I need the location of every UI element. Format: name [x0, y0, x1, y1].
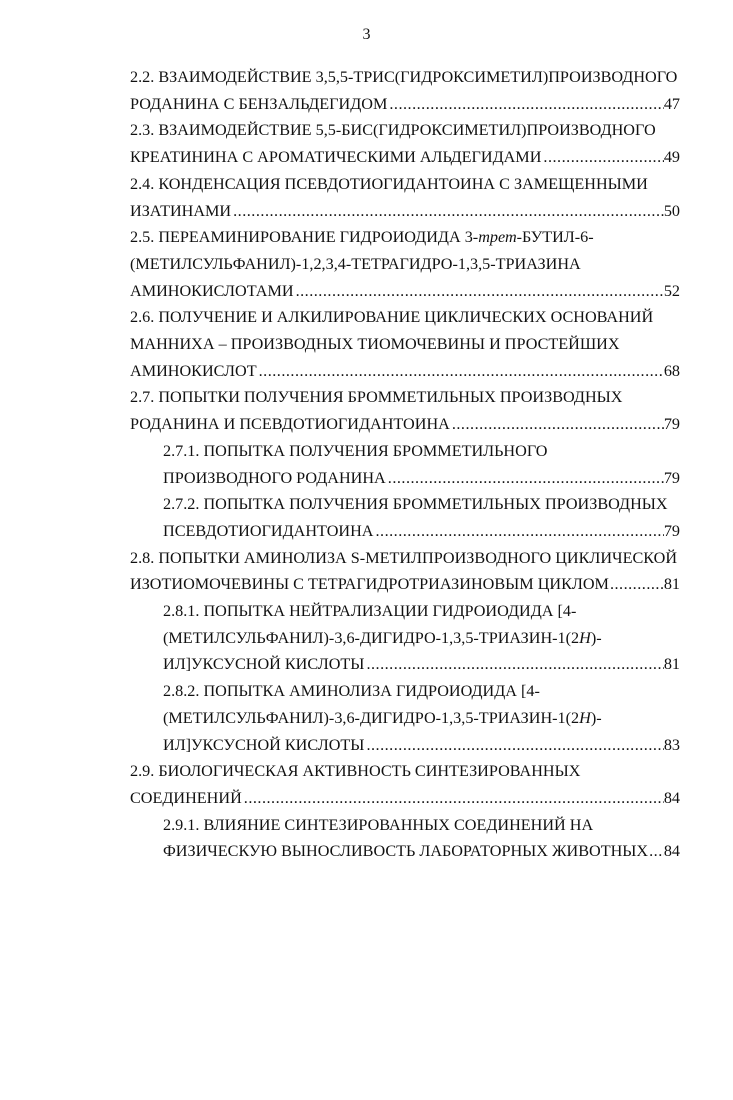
- toc-page-number: 81: [663, 655, 680, 674]
- toc-entry-2-2[interactable]: [130, 64, 680, 117]
- toc-entry-line: 2.8.1. ПОПЫТКА НЕЙТРАЛИЗАЦИИ ГИДРОИОДИДА [4-: [163, 602, 577, 621]
- toc-entry-line: 2.7.2. ПОПЫТКА ПОЛУЧЕНИЯ БРОММЕТИЛЬНЫХ ПРОИЗВОДНЫХ: [163, 495, 668, 514]
- dot-leader: [386, 465, 664, 492]
- toc-entry-line: МАННИХА – ПРОИЗВОДНЫХ ТИОМОЧЕВИНЫ И ПРОСТЕЙШИХ: [130, 335, 620, 354]
- table-of-contents: [130, 64, 680, 865]
- toc-entry-line: (МЕТИЛСУЛЬФАНИЛ)-1,2,3,4-ТЕТРАГИДРО-1,3,5-ТРИАЗИНА: [130, 254, 581, 273]
- toc-entry-line: [163, 625, 680, 652]
- toc-entry-line: РОДАНИНА И ПСЕВДОТИОГИДАНТОИНА: [130, 415, 450, 434]
- toc-entry-line: КРЕАТИНИНА С АРОМАТИЧЕСКИМИ АЛЬДЕГИДАМИ: [130, 148, 542, 167]
- toc-entry-line: СОЕДИНЕНИЙ: [130, 788, 242, 807]
- toc-entry-line: ИЛ]УКСУСНОЙ КИСЛОТЫ: [163, 735, 365, 754]
- toc-entry-2-5[interactable]: [130, 224, 680, 304]
- toc-page-number: 49: [663, 148, 680, 167]
- toc-entry-line-start: (МЕТИЛСУЛЬФАНИЛ)-3,6-ДИГИДРО-1,3,5-ТРИАЗИН-1(2: [163, 708, 580, 727]
- toc-entry-2-8-2[interactable]: [130, 678, 680, 758]
- dot-leader: [450, 411, 664, 438]
- toc-entry-line: 2.6. ПОЛУЧЕНИЕ И АЛКИЛИРОВАНИЕ ЦИКЛИЧЕСКИХ ОСНОВАНИЙ: [130, 308, 654, 327]
- toc-page-number: 68: [663, 361, 680, 380]
- toc-entry-line: 2.8.2. ПОПЫТКА АМИНОЛИЗА ГИДРОИОДИДА [4-: [163, 682, 540, 701]
- toc-entry-line: ФИЗИЧЕСКУЮ ВЫНОСЛИВОСТЬ ЛАБОРАТОРНЫХ ЖИВОТНЫХ: [163, 842, 649, 861]
- toc-page-number: 52: [663, 281, 680, 300]
- toc-entry-line: 2.2. ВЗАИМОДЕЙСТВИЕ 3,5,5-ТРИС(ГИДРОКСИМЕТИЛ)ПРОИЗВОДНОГО: [130, 68, 678, 86]
- italic-h: H: [579, 628, 591, 647]
- toc-page-number: 79: [663, 468, 680, 487]
- toc-entry-2-9[interactable]: [130, 758, 680, 811]
- dot-leader: [364, 651, 663, 678]
- toc-page-number: 79: [663, 521, 680, 540]
- toc-entry-line: 2.9.1. ВЛИЯНИЕ СИНТЕЗИРОВАННЫХ СОЕДИНЕНИЙ НА: [163, 815, 594, 834]
- dot-leader: [541, 144, 663, 171]
- toc-page-number: 81: [663, 575, 680, 594]
- toc-page-number: 79: [663, 415, 680, 434]
- toc-entry-line: ИЛ]УКСУСНОЙ КИСЛОТЫ: [163, 655, 365, 674]
- toc-entry-line: [130, 224, 680, 251]
- toc-entry-line-start: (МЕТИЛСУЛЬФАНИЛ)-3,6-ДИГИДРО-1,3,5-ТРИАЗИН-1(2: [163, 628, 580, 647]
- toc-entry-2-6[interactable]: [130, 304, 680, 384]
- toc-entry-line: АМИНОКИСЛОТАМИ: [130, 281, 294, 300]
- toc-page-number: 83: [663, 735, 680, 754]
- toc-entry-line: ИЗОТИОМОЧЕВИНЫ С ТЕТРАГИДРОТРИАЗИНОВЫМ ЦИКЛОМ: [130, 575, 609, 594]
- dot-leader: [257, 358, 664, 385]
- page-number: 3: [362, 26, 371, 43]
- toc-entry-line-end: -БУТИЛ-6-: [516, 228, 594, 247]
- toc-entry-2-7[interactable]: [130, 384, 680, 437]
- toc-entry-line-end: )-: [590, 708, 602, 727]
- toc-entry-line: 2.8. ПОПЫТКИ АМИНОЛИЗА S-МЕТИЛПРОИЗВОДНОГО ЦИКЛИЧЕСКОЙ: [130, 548, 678, 567]
- toc-entry-line: РОДАНИНА С БЕНЗАЛЬДЕГИДОМ: [130, 94, 388, 113]
- toc-entry-line: 2.4. КОНДЕНСАЦИЯ ПСЕВДОТИОГИДАНТОИНА С ЗАМЕЩЕННЫМИ: [130, 174, 648, 193]
- toc-entry-line: ПРОИЗВОДНОГО РОДАНИНА: [163, 468, 386, 487]
- toc-entry-2-8[interactable]: [130, 545, 680, 598]
- dot-leader: [294, 278, 664, 305]
- toc-entry-line: ПСЕВДОТИОГИДАНТОИНА: [163, 521, 374, 540]
- toc-entry-2-7-2[interactable]: [130, 491, 680, 544]
- toc-entry-2-8-1[interactable]: [130, 598, 680, 678]
- toc-entry-line-end: )-: [590, 628, 602, 647]
- dot-leader: [609, 571, 664, 598]
- toc-entry-line: [163, 705, 680, 732]
- dot-leader: [231, 198, 664, 225]
- dot-leader: [387, 91, 663, 118]
- toc-entry-2-4[interactable]: [130, 171, 680, 224]
- toc-entry-line: 2.7.1. ПОПЫТКА ПОЛУЧЕНИЯ БРОММЕТИЛЬНОГО: [163, 441, 548, 460]
- toc-entry-line: АМИНОКИСЛОТ: [130, 361, 257, 380]
- toc-entry-line: ИЗАТИНАМИ: [130, 201, 232, 220]
- dot-leader: [648, 838, 664, 865]
- italic-h: H: [579, 708, 591, 727]
- toc-entry-2-9-1[interactable]: [130, 812, 680, 865]
- toc-entry-line-start: 2.5. ПЕРЕАМИНИРОВАНИЕ ГИДРОИОДИДА 3-: [130, 228, 479, 247]
- italic-prefix: трет: [478, 228, 517, 247]
- dot-leader: [242, 785, 664, 812]
- toc-page-number: 47: [663, 94, 680, 113]
- toc-entry-line: 2.7. ПОПЫТКИ ПОЛУЧЕНИЯ БРОММЕТИЛЬНЫХ ПРОИЗВОДНЫХ: [130, 388, 623, 407]
- toc-page-number: 84: [663, 788, 680, 807]
- toc-entry-line: 2.9. БИОЛОГИЧЕСКАЯ АКТИВНОСТЬ СИНТЕЗИРОВАННЫХ: [130, 762, 581, 781]
- dot-leader: [364, 732, 663, 759]
- toc-entry-2-7-1[interactable]: [130, 438, 680, 491]
- toc-page-number: 50: [663, 201, 680, 220]
- toc-entry-line: 2.3. ВЗАИМОДЕЙСТВИЕ 5,5-БИС(ГИДРОКСИМЕТИЛ)ПРОИЗВОДНОГО: [130, 121, 656, 140]
- toc-entry-2-3[interactable]: [130, 117, 680, 170]
- dot-leader: [373, 518, 663, 545]
- toc-page-number: 84: [663, 842, 680, 861]
